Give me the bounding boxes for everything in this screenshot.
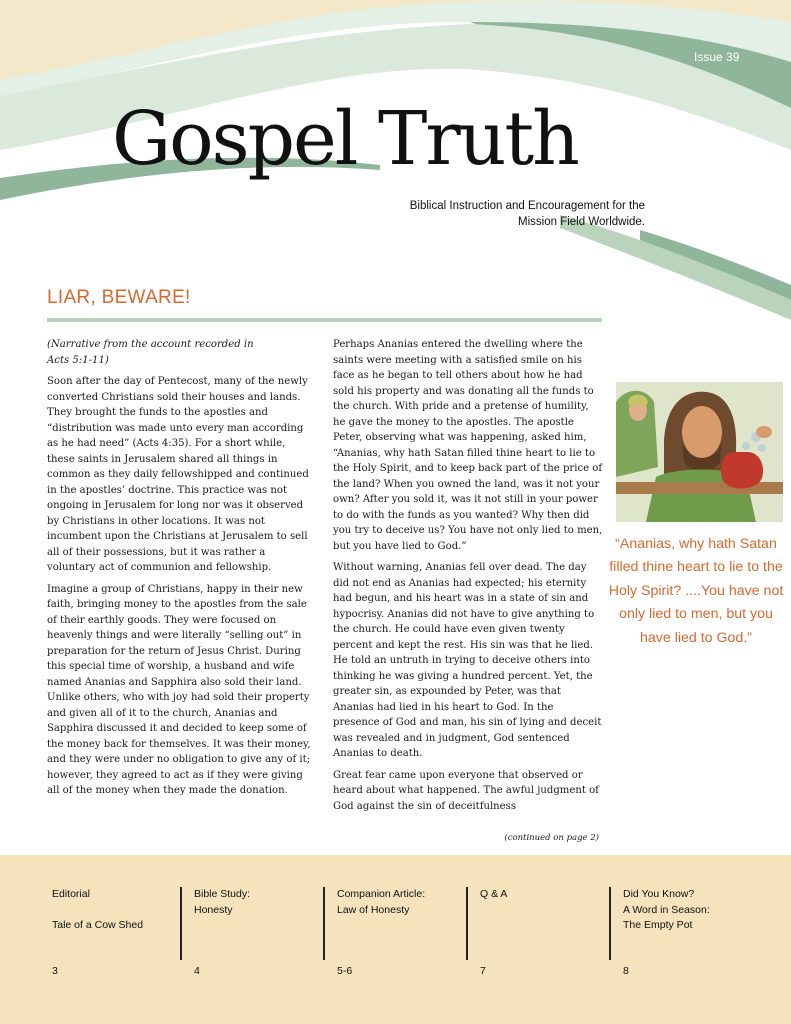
intro-line-2: Acts 5:1-11) (47, 354, 109, 366)
contents-label: A Word in Season: (623, 903, 710, 916)
pull-quote: “Ananias, why hath Satan filled thine heart to lie to the Holy Spirit? ....You have not only lied to men, but you have lied to God.” (608, 536, 784, 646)
paragraph: Great fear came upon everyone that observed or heard about what happened. The awful judgment of God against the sin of deceitfulness (333, 769, 599, 812)
contents-item-editorial[interactable] (52, 887, 172, 962)
continued-note: (continued on page 2) (504, 833, 599, 843)
tagline (350, 198, 645, 230)
contents-label: Companion Article: (337, 888, 426, 900)
contents-label: Did You Know? (623, 888, 695, 900)
tagline-line-2: Mission Field Worldwide. (518, 216, 645, 228)
paragraph: Without warning, Ananias fell over dead. The day did not end as Ananias had expected; his eternity had begun, and his heart was in a state of sin and hypocrisy. Ananias did not have to give anything to the church. He could have even given twenty percent and kept the rest. His sin was that he lied. He told an untruth in trying to deceive others into thinking he was giving a hundred percent. Yet, the greater sin, as expounded by Peter, was that Ananias had lied in his heart to God. In the presence of God and man, his sin of lying and deceit was revealed and in judgment, God sentenced Ananias to death. (333, 562, 602, 759)
contents-label: Honesty (194, 903, 233, 916)
contents-label: Bible Study: (194, 888, 251, 900)
ananias-illustration (616, 382, 783, 522)
contents-page-number: 5-6 (337, 965, 353, 977)
contents-page-number: 7 (480, 965, 486, 977)
contents-item-companion-article[interactable] (337, 887, 462, 962)
contents-label: Law of Honesty (337, 903, 410, 916)
contents-divider (323, 887, 325, 960)
contents-label: Editorial (52, 888, 90, 900)
contents-page-number: 3 (52, 965, 58, 977)
issue-number: Issue 39 (694, 50, 740, 64)
article-intro (47, 337, 315, 368)
contents-item-bible-study[interactable] (194, 887, 314, 962)
contents-item-q-and-a[interactable] (480, 887, 600, 962)
contents-label: The Empty Pot (623, 919, 693, 931)
contents-divider (466, 887, 468, 960)
tagline-line-1: Biblical Instruction and Encouragement for the (409, 200, 645, 212)
article-title: LIAR, BEWARE! (47, 287, 191, 308)
contents-item-did-you-know[interactable] (623, 887, 763, 962)
contents-divider (609, 887, 611, 960)
publication-title: Gospel Truth (112, 96, 578, 182)
paragraph: Perhaps Ananias entered the dwelling where the saints were meeting with a satisfied smile on his face as he began to tell others about how he had sold his property and was donating all the funds to the church. With pride and a pretense of humility, he gave the money to the apostles. The apostle Peter, observing what was happening, asked him, “Ananias, why hath Satan filled thine heart to lie to the Holy Spirit, and to keep back part of the price of the land? When you owned the land, was it not your own? After you sold it, was it not still in your power to do with the funds as you wanted? Why then did you try to deceive us? You have not only lied to men, but you have lied to God.” (333, 339, 603, 552)
intro-line-1: (Narrative from the account recorded in (47, 339, 254, 350)
contents-page-number: 8 (623, 965, 629, 977)
contents-label: Q & A (480, 888, 508, 900)
contents-divider (180, 887, 182, 960)
contents-page-number: 4 (194, 965, 200, 977)
article-column-1 (47, 337, 315, 805)
title-divider (47, 318, 602, 322)
paragraph: Soon after the day of Pentecost, many of the newly converted Christians sold their houses and lands. They brought the funds to the apostles and “distribution was made unto every man according as he had need” (Acts 4:35). For a short while, these saints in Jerusalem shared all things in common as they daily fellowshipped and continued in the apostles’ doctrine. This practice was not ongoing in Jerusalem for long nor was it observed by Christians in other locations. It was not incumbent upon the Christians at Jerusalem to sell all of their possessions, but it was rather a voluntary act of communion and fellowship. (47, 376, 309, 573)
paragraph: Imagine a group of Christians, happy in their new faith, bringing money to the apostles from the sale of their earthly goods. They were focused on heavenly things and were literally “selling out” in preparation for the return of Jesus Christ. During this special time of worship, a husband and wife named Ananias and Sapphira also sold their land. Unlike others, who with joy had sold their property and given all of it to the church, Ananias and Sapphira discussed it and decided to keep some of the money back for themselves. It was their money, and they were under no obligation to give any of it; however, they agreed to act as if they were giving all of the money when they made the donation. (47, 583, 311, 796)
article-column-2 (333, 337, 603, 820)
contents-label (52, 903, 172, 919)
contents-label: Tale of a Cow Shed (52, 919, 144, 931)
